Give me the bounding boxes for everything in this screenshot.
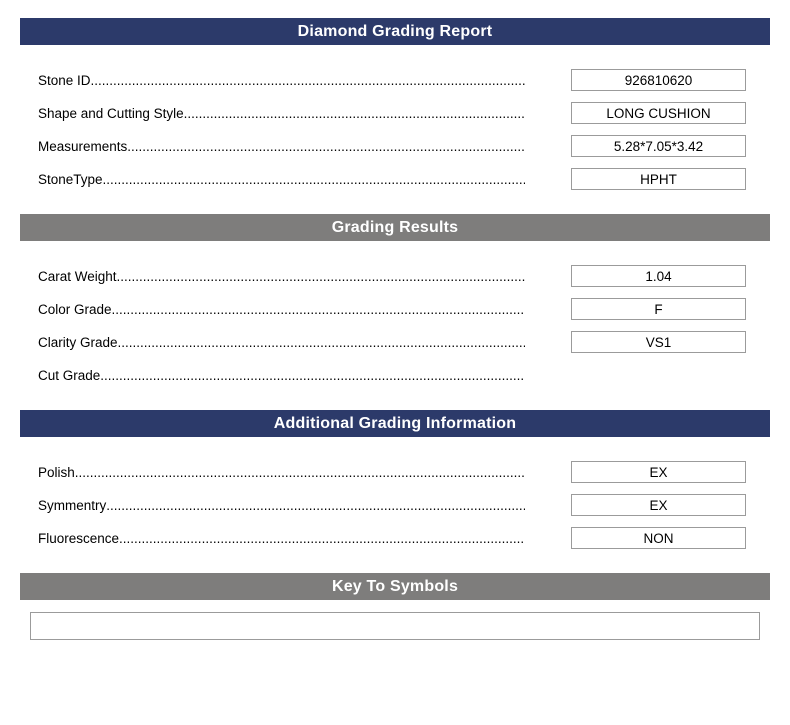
dot-leader <box>184 106 525 121</box>
field-row-cut-grade <box>38 364 746 386</box>
field-value-box: 926810620 <box>571 69 746 91</box>
dot-leader <box>106 498 525 513</box>
identification-rows <box>20 45 770 214</box>
field-label: Clarity Grade <box>38 334 118 350</box>
report-title: Diamond Grading Report <box>297 22 493 40</box>
field-row-carat-weight <box>38 265 746 287</box>
field-row-stone-type <box>38 168 746 190</box>
key-to-symbols-bar <box>20 573 770 600</box>
dot-leader <box>119 531 525 546</box>
field-row-stone-id <box>38 69 746 91</box>
field-row-color-grade <box>38 298 746 320</box>
dot-leader <box>91 73 525 88</box>
dot-leader <box>112 302 525 317</box>
dot-leader <box>75 465 525 480</box>
dot-leader <box>100 368 525 383</box>
field-row-shape-cutting-style <box>38 102 746 124</box>
grading-results-title: Grading Results <box>331 218 459 236</box>
field-value-box: VS1 <box>571 331 746 353</box>
additional-grading-bar <box>20 410 770 437</box>
dot-leader <box>118 335 525 350</box>
field-row-measurements <box>38 135 746 157</box>
field-row-fluorescence <box>38 527 746 549</box>
field-value-box: NON <box>571 527 746 549</box>
field-label: Shape and Cutting Style <box>38 105 184 121</box>
dot-leader <box>103 172 525 187</box>
field-label: Measurements <box>38 138 128 154</box>
grading-results-bar <box>20 214 770 241</box>
field-row-polish <box>38 461 746 483</box>
additional-grading-title: Additional Grading Information <box>273 414 517 432</box>
field-label: Cut Grade <box>38 367 101 383</box>
field-value-box: F <box>571 298 746 320</box>
additional-grading-rows <box>20 437 770 573</box>
key-to-symbols-title: Key To Symbols <box>331 577 459 595</box>
field-label: Color Grade <box>38 301 112 317</box>
field-value-box: HPHT <box>571 168 746 190</box>
field-value-box: 5.28*7.05*3.42 <box>571 135 746 157</box>
field-label: Fluorescence <box>38 530 120 546</box>
field-label: Carat Weight <box>38 268 117 284</box>
field-label: Symmentry <box>38 497 107 513</box>
field-label: StoneType <box>38 171 103 187</box>
field-value-box: EX <box>571 461 746 483</box>
field-value-box: EX <box>571 494 746 516</box>
field-row-symmetry <box>38 494 746 516</box>
dot-leader <box>117 269 525 284</box>
report-title-bar <box>20 18 770 45</box>
grading-results-rows <box>20 241 770 410</box>
field-label: Polish <box>38 464 75 480</box>
field-row-clarity-grade <box>38 331 746 353</box>
field-value-box: LONG CUSHION <box>571 102 746 124</box>
dot-leader <box>127 139 525 154</box>
field-label: Stone ID <box>38 72 91 88</box>
key-to-symbols-box <box>30 612 760 640</box>
field-value-box: 1.04 <box>571 265 746 287</box>
